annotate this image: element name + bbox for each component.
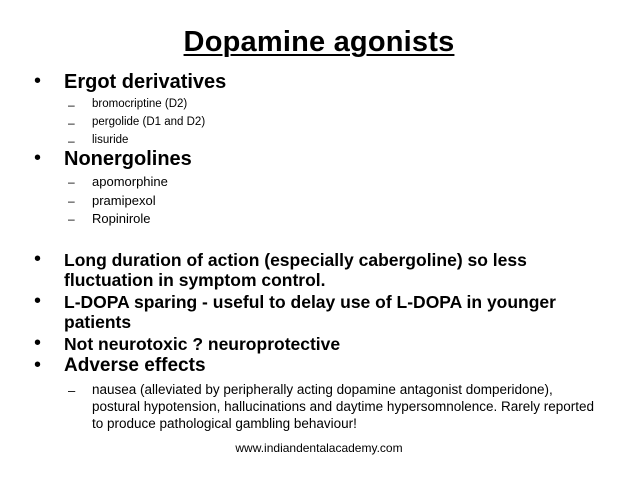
point-ldopa-sparing: L-DOPA sparing - useful to delay use of L-DOPA in younger patients — [64, 292, 556, 332]
point-adverse-effects: Adverse effects — [64, 355, 206, 376]
list-item-ropinirole: Ropinirole — [92, 211, 151, 226]
point-long-duration: Long duration of action (especially cabergoline) so less fluctuation in symptom control. — [64, 250, 527, 290]
bullet-icon: • — [34, 354, 42, 376]
footer-url: www.indiandentalacademy.com — [235, 441, 403, 455]
dash-icon: – — [68, 98, 75, 112]
list-item-lisuride: lisuride — [92, 134, 129, 146]
adverse-effects-detail: nausea (alleviated by peripherally acting dopamine antagonist domperidone), postural hypotension, hallucinations and daytime hypersomnolence. Rarely reported to produce pathological gambling behaviour! — [92, 382, 595, 431]
dash-icon: – — [68, 194, 75, 208]
dash-icon: – — [68, 383, 76, 398]
list-item-apomorphine: apomorphine — [92, 174, 168, 189]
bullet-icon: • — [34, 332, 42, 354]
list-item-pramipexol: pramipexol — [92, 193, 156, 208]
dash-icon: – — [68, 134, 75, 148]
dash-icon: – — [68, 212, 75, 226]
bullet-icon: • — [34, 147, 42, 169]
list-item-bromocriptine: bromocriptine (D2) — [92, 98, 188, 110]
slide-title: Dopamine agonists — [183, 26, 455, 58]
point-not-neurotoxic: Not neurotoxic ? neuroprotective — [64, 334, 341, 354]
bullet-icon: • — [34, 248, 42, 270]
dash-icon: – — [68, 116, 75, 130]
bullet-icon: • — [34, 70, 42, 92]
bullet-icon: • — [34, 290, 42, 312]
heading-ergot-derivatives: Ergot derivatives — [64, 71, 227, 93]
dash-icon: – — [68, 175, 75, 189]
list-item-pergolide: pergolide (D1 and D2) — [92, 116, 206, 128]
heading-nonergolines: Nonergolines — [64, 148, 192, 170]
